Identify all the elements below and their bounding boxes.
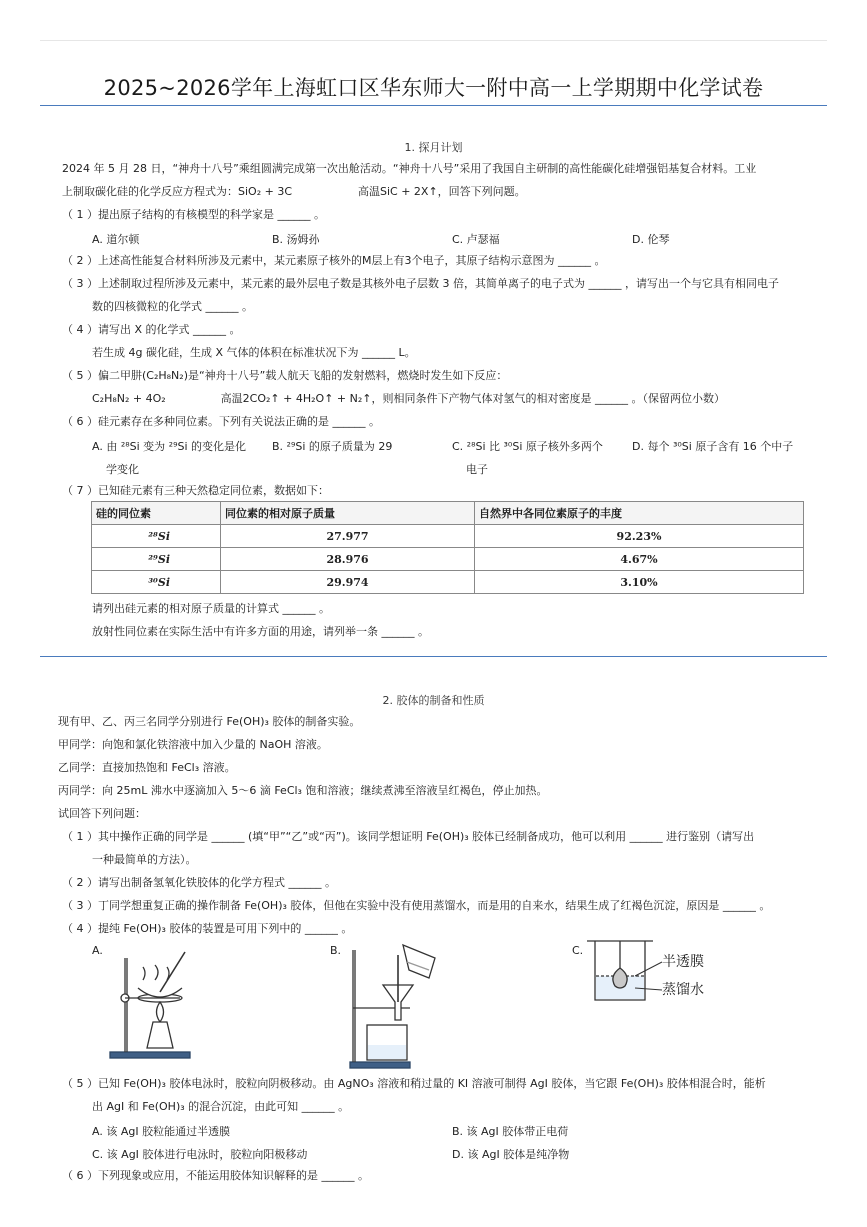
s1-q5-line2: C₂H₈N₂ + 4O₂ 高温2CO₂↑ + 4H₂O↑ + N₂↑，则相同条件下产物气体对氢气的相对密度是 ______ 。（保留两位小数） [92,392,725,405]
s1-q6-opt-a-line1: A. 由 ²⁸Si 变为 ²⁹Si 的变化是化 [92,440,247,453]
s1-q1-opt-c: C. 卢瑟福 [452,233,500,246]
s1-q1-opt-a: A. 道尔顿 [92,233,140,246]
s2-q6: （ 6 ）下列现象或应用，不能运用胶体知识解释的是 ______ 。 [62,1169,369,1182]
s1-q7-line2: 请列出硅元素的相对原子质量的计算式 ______ 。 [92,602,330,615]
s1-q1-opt-d: D. 伦琴 [632,233,670,246]
s1-q7: （ 7 ）已知硅元素有三种天然稳定同位素，数据如下： [62,484,329,497]
s1-q1-opt-b: B. 汤姆孙 [272,233,320,246]
abundance-cell: 92.23% [475,525,804,548]
isotope-cell: ²⁸Si [92,525,221,548]
s2-q5-opt-c: C. 该 AgI 胶体进行电泳时，胶粒向阳极移动 [92,1148,308,1161]
s1-q3-line1: （ 3 ）上述制取过程所涉及元素中，某元素的最外层电子数是其核外电子层数 3 倍，其简单离子的电子式为 ______ ，请写出一个与它具有相同电子 [62,277,779,290]
s1-q6-opt-a-line2: 学变化 [106,463,139,476]
s2-q1-line1: （ 1 ）其中操作正确的同学是 ______ (填“甲”“乙”或“丙”)。该同学想证明 Fe(OH)₃ 胶体已经制备成功，他可以利用 ______ 进行鉴别（请写出 [62,830,755,843]
table-row [92,525,804,548]
s1-q6-opt-c-line2: 电子 [466,463,488,476]
s2-line5: 试回答下列问题： [58,807,146,820]
section-1-heading: 1. 探月计划 [404,141,463,154]
s2-line4: 丙同学：向 25mL 沸水中逐滴加入 5～6 滴 FeCl₃ 饱和溶液；继续煮沸至溶液呈红褐色，停止加热。 [58,784,548,797]
section-2-heading: 2. 胶体的制备和性质 [382,694,485,707]
s1-q3-line2: 数的四核微粒的化学式 ______ 。 [92,300,253,313]
s1-q4-line2: 若生成 4g 碳化硅，生成 X 气体的体积在标准状况下为 ______ L。 [92,346,416,359]
s2-q5-opt-d: D. 该 AgI 胶体是纯净物 [452,1148,570,1161]
table-header-row [92,502,804,525]
s2-line3: 乙同学：直接加热饱和 FeCl₃ 溶液。 [58,761,236,774]
table-header: 自然界中各同位素原子的丰度 [475,502,804,525]
figure-c-membrane-label: 半透膜 [662,954,704,970]
table-header: 硅的同位素 [92,502,221,525]
figure-a-label: A. [92,944,103,957]
s2-q5-line2: 出 AgI 和 Fe(OH)₃ 的混合沉淀，由此可知 ______ 。 [92,1100,350,1113]
mass-cell: 28.976 [221,548,475,571]
s1-q1: （ 1 ）提出原子结构的有核模型的科学家是 ______ 。 [62,208,325,221]
isotope-table [91,501,804,594]
s2-q5-opt-a: A. 该 AgI 胶粒能通过半透膜 [92,1125,231,1138]
figure-a-evaporation-apparatus [105,940,205,1062]
mass-cell: 27.977 [221,525,475,548]
table-row [92,548,804,571]
s1-q6: （ 6 ）硅元素存在多种同位素。下列有关说法正确的是 ______ 。 [62,415,380,428]
isotope-cell: ²⁹Si [92,548,221,571]
page-title: 2025~2026学年上海虹口区华东师大一附中高一上学期期中化学试卷 [103,76,764,100]
s1-q6-opt-c-line1: C. ²⁸Si 比 ³⁰Si 原子核外多两个 [452,440,603,453]
isotope-cell: ³⁰Si [92,571,221,594]
s1-intro-line1: 2024 年 5 月 28 日，“神舟十八号”乘组圆满完成第一次出舱活动。“神舟十八号”采用了我国自主研制的高性能碳化硅增强铝基复合材料。工业 [62,162,757,175]
figure-b-filtration-apparatus [345,940,445,1070]
s2-q3: （ 3 ）丁同学想重复正确的操作制备 Fe(OH)₃ 胶体，但他在实验中没有使用蒸馏水，而是用的自来水，结果生成了红褐色沉淀，原因是 ______ 。 [62,899,771,912]
title-divider [40,105,827,106]
table-row [92,571,804,594]
s1-q6-opt-b: B. ²⁹Si 的原子质量为 29 [272,440,393,453]
s2-line2: 甲同学：向饱和氯化铁溶液中加入少量的 NaOH 溶液。 [58,738,328,751]
abundance-cell: 3.10% [475,571,804,594]
section-divider [40,656,827,657]
table-header: 同位素的相对原子质量 [221,502,475,525]
figure-c-water-label: 蒸馏水 [662,982,704,998]
s2-q4: （ 4 ）提纯 Fe(OH)₃ 胶体的装置是可用下列中的 ______ 。 [62,922,353,935]
abundance-cell: 4.67% [475,548,804,571]
s2-q1-line2: 一种最简单的方法）。 [92,853,197,866]
s2-q5-opt-b: B. 该 AgI 胶体带正电荷 [452,1125,569,1138]
s1-q2: （ 2 ）上述高性能复合材料所涉及元素中，某元素原子核外的M层上有3个电子，其原子结构示意图为 ______ 。 [62,254,606,267]
figure-c-leader-lines [635,960,665,1000]
s2-q5-line1: （ 5 ）已知 Fe(OH)₃ 胶体电泳时，胶粒向阴极移动。由 AgNO₃ 溶液和稍过量的 KI 溶液可制得 AgI 胶体，当它跟 Fe(OH)₃ 胶体相混合时，能析 [62,1077,766,1090]
s1-q7-line3: 放射性同位素在实际生活中有许多方面的用途，请列举一条 ______ 。 [92,625,429,638]
s2-q2: （ 2 ）请写出制备氢氧化铁胶体的化学方程式 ______ 。 [62,876,336,889]
s1-q5-line1: （ 5 ）偏二甲肼(C₂H₈N₂)是“神舟十八号”载人航天飞船的发射燃料，燃烧时发生如下反应： [62,369,508,382]
figure-c-label: C. [572,944,584,957]
s1-q6-opt-d: D. 每个 ³⁰Si 原子含有 16 个中子 [632,440,794,453]
s2-line1: 现有甲、乙、丙三名同学分别进行 Fe(OH)₃ 胶体的制备实验。 [58,715,361,728]
s1-q4-line1: （ 4 ）请写出 X 的化学式 ______ 。 [62,323,241,336]
s1-intro-line2: 上制取碳化硅的化学反应方程式为：SiO₂ + 3C 高温SiC + 2X↑，回答下列问题。 [62,185,526,198]
figure-b-label: B. [330,944,342,957]
mass-cell: 29.974 [221,571,475,594]
page-top-divider [40,40,827,41]
